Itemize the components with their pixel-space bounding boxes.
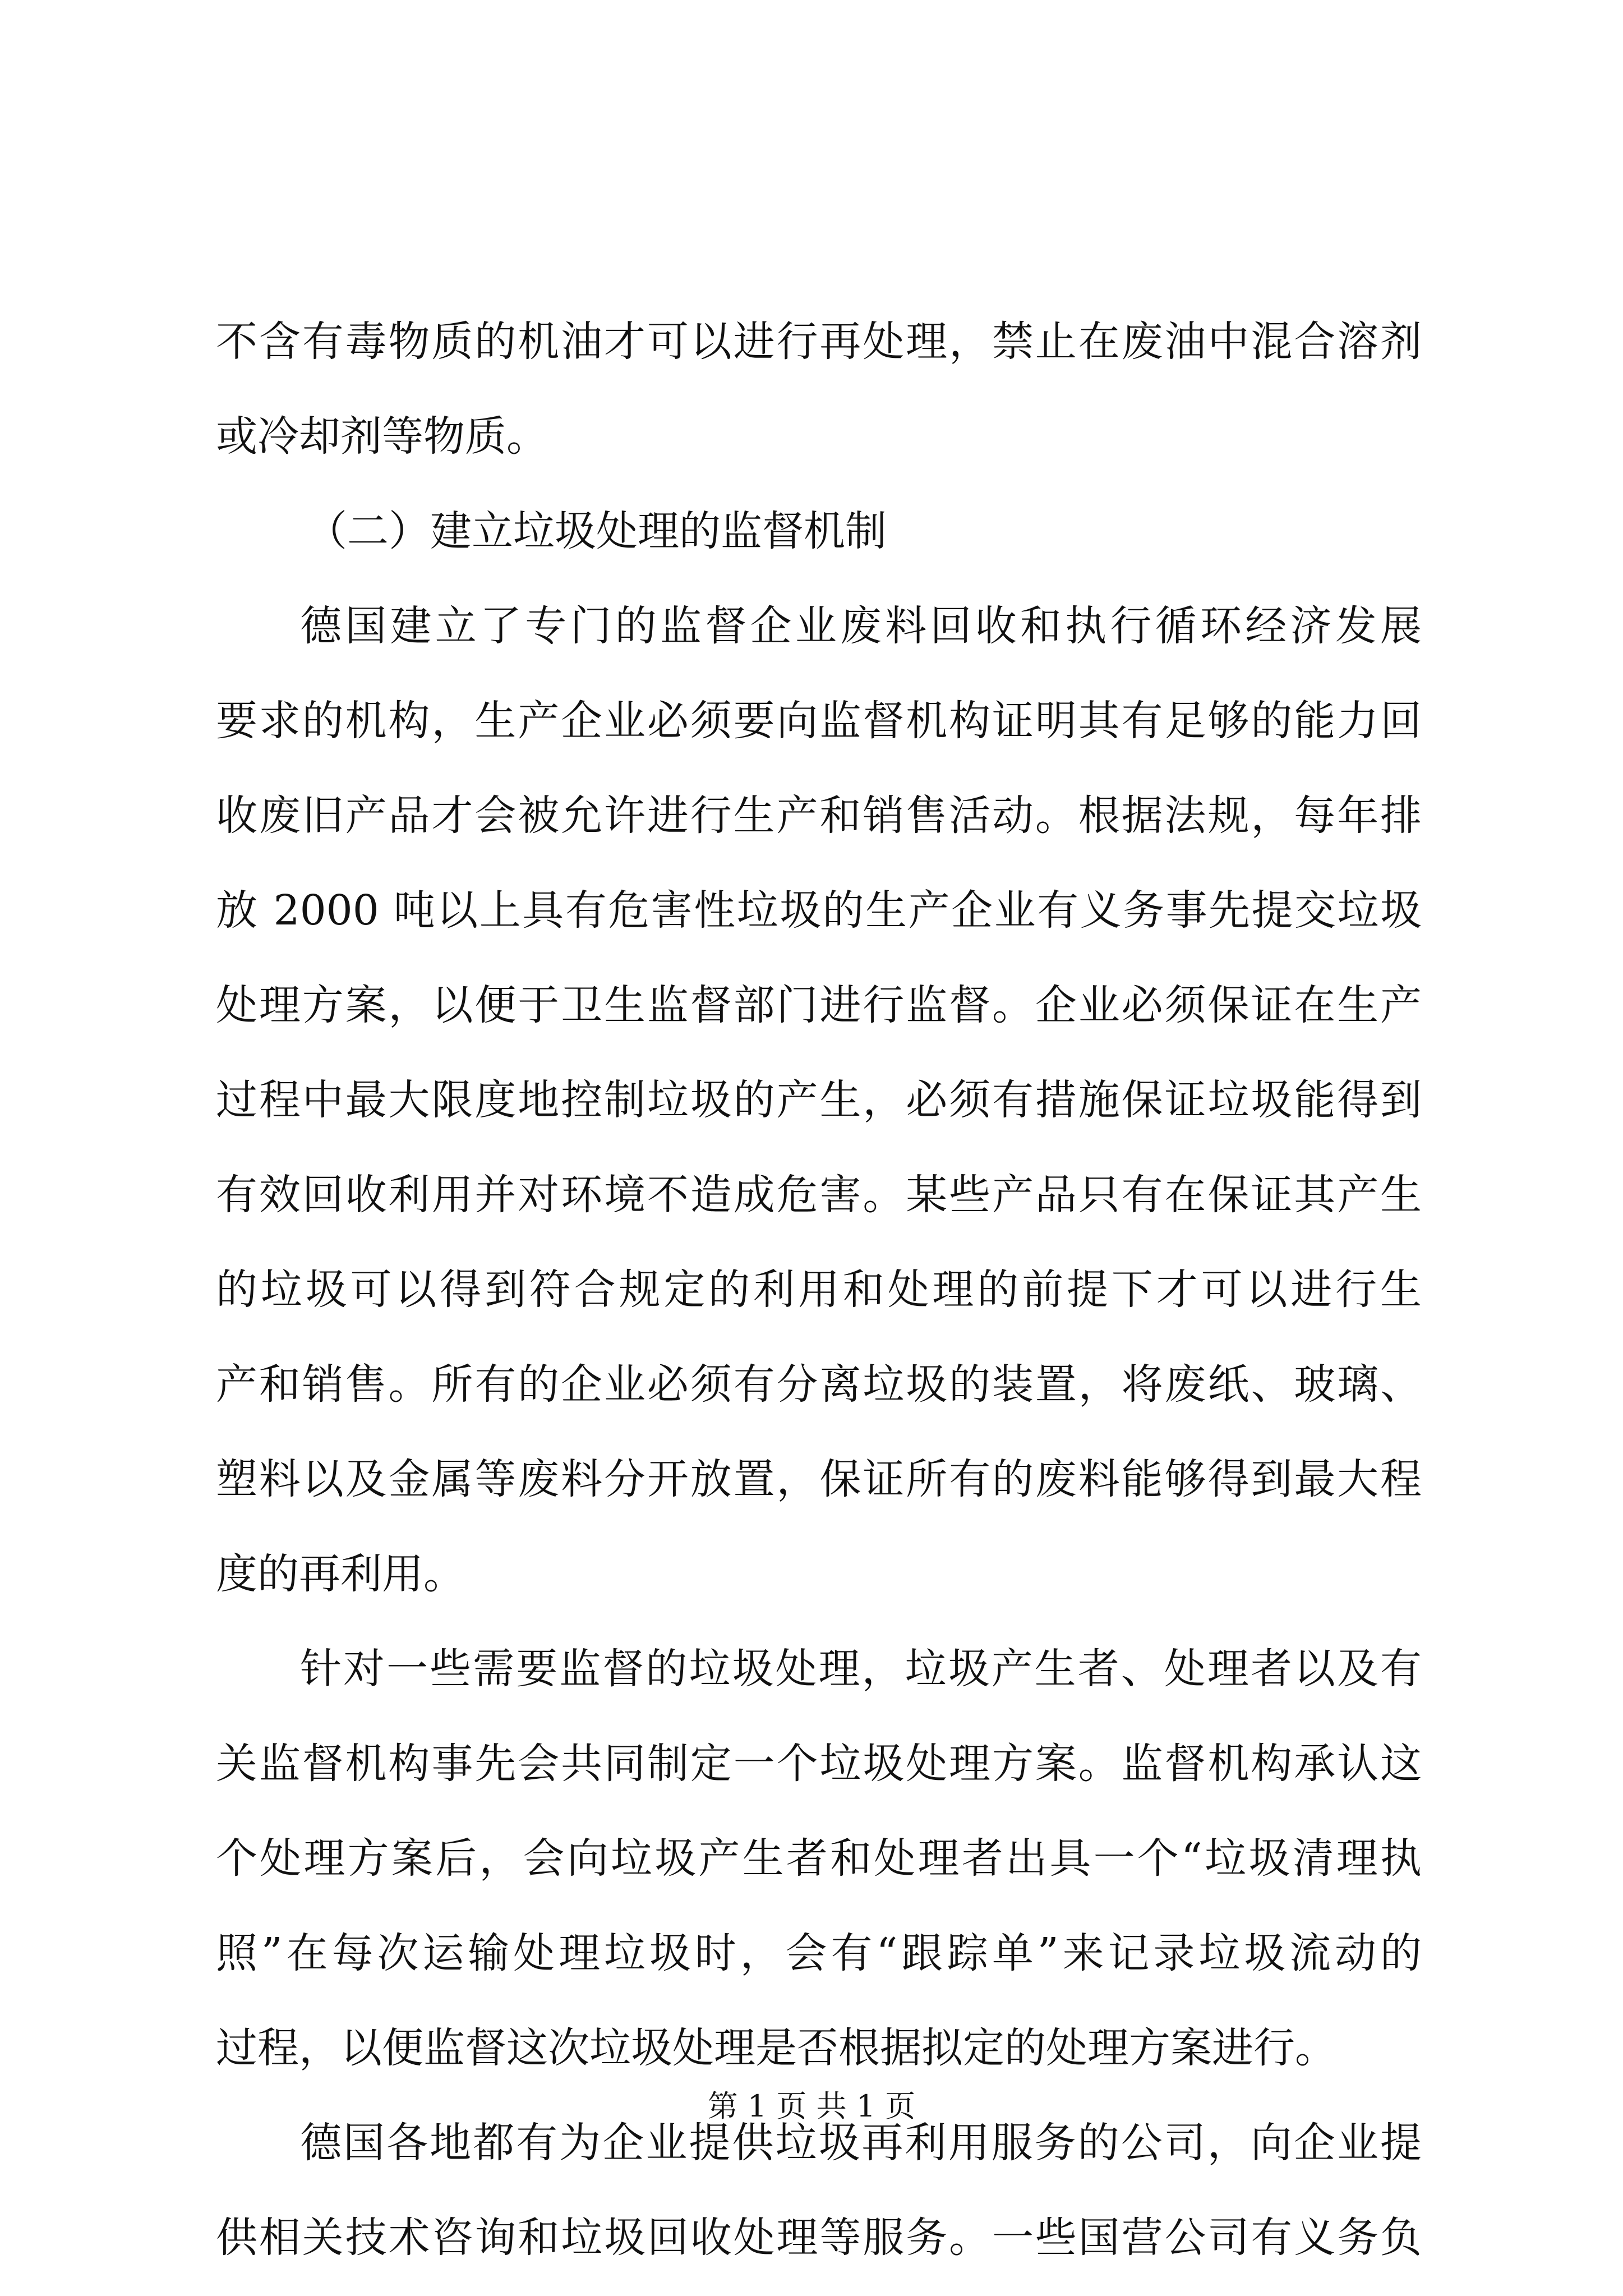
- section-heading: （二）建立垃圾处理的监督机制: [306, 507, 887, 555]
- text-line: 关监督机构事先会共同制定一个垃圾处理方案。监督机构承认这: [216, 1740, 1422, 1788]
- text-line: 德国各地都有为企业提供垃圾再利用服务的公司，向企业提: [300, 2119, 1422, 2167]
- document-body: [216, 295, 1422, 2285]
- text-line: 有效回收利用并对环境不造成危害。某些产品只有在保证其产生: [216, 1171, 1422, 1219]
- text-line: 塑料以及金属等废料分开放置，保证所有的废料能够得到最大程: [216, 1455, 1422, 1503]
- text-line: 个处理方案后，会向垃圾产生者和处理者出具一个“垃圾清理执: [216, 1834, 1422, 1883]
- text-line: 针对一些需要监督的垃圾处理，垃圾产生者、处理者以及有: [300, 1645, 1422, 1693]
- text-line: 放 2000 吨以上具有危害性垃圾的生产企业有义务事先提交垃圾: [216, 886, 1422, 935]
- text-line: 度的再利用。: [216, 1550, 465, 1598]
- text-line: 过程，以便监督这次垃圾处理是否根据拟定的处理方案进行。: [216, 2024, 1336, 2072]
- text-line: 不含有毒物质的机油才可以进行再处理，禁止在废油中混合溶剂: [216, 318, 1422, 366]
- text-line: 德国建立了专门的监督企业废料回收和执行循环经济发展: [300, 602, 1422, 650]
- text-line: 过程中最大限度地控制垃圾的产生，必须有措施保证垃圾能得到: [216, 1076, 1422, 1124]
- text-line: 的垃圾可以得到符合规定的利用和处理的前提下才可以进行生: [216, 1266, 1422, 1314]
- text-line: 供相关技术咨询和垃圾回收处理等服务。一些国营公司有义务负: [216, 2214, 1422, 2262]
- text-line: 或冷却剂等物质。: [216, 412, 548, 461]
- text-line: 处理方案，以便于卫生监督部门进行监督。企业必须保证在生产: [216, 981, 1422, 1029]
- page-number-label: 第 1 页 共 1 页: [707, 2088, 916, 2124]
- text-line: 收废旧产品才会被允许进行生产和销售活动。根据法规，每年排: [216, 792, 1422, 840]
- page-footer: [0, 2084, 1623, 2129]
- text-line: 产和销售。所有的企业必须有分离垃圾的装置，将废纸、玻璃、: [216, 1360, 1422, 1409]
- text-line: 要求的机构，生产企业必须要向监督机构证明其有足够的能力回: [216, 697, 1422, 745]
- text-line: 照”在每次运输处理垃圾时，会有“跟踪单”来记录垃圾流动的: [216, 1929, 1422, 1977]
